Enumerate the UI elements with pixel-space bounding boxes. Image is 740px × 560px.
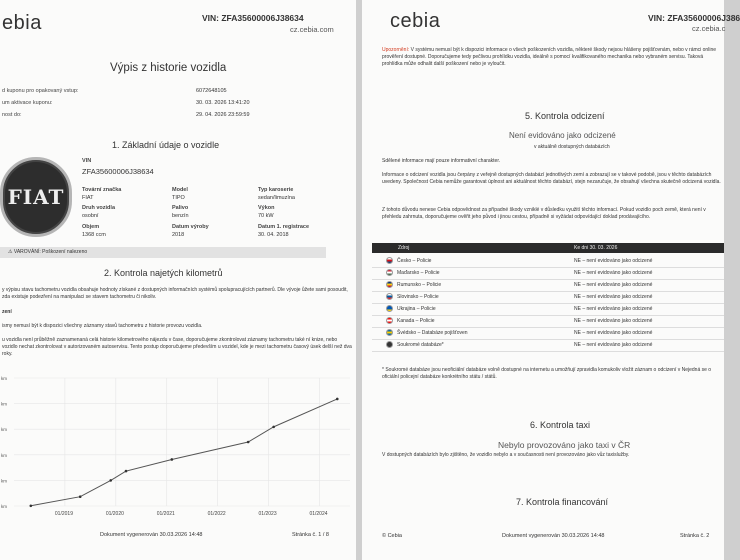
not-stolen-status: Není evidováno jako odcizené: [509, 131, 616, 140]
field-value-year: 2018: [172, 232, 185, 238]
stolen-row-source: Rumunsko – Policie: [397, 282, 442, 288]
mileage-data-point: [109, 479, 112, 482]
stolen-row-source: Ukrajina – Policie: [397, 306, 436, 312]
not-taxi-status: Nebylo provozováno jako taxi v ČR: [498, 440, 631, 450]
footer-page-number: Stránka č. 1 / 8: [292, 532, 329, 538]
x-tick-label: 01/2024: [309, 511, 328, 517]
stolen-row-status: NE – není evidováno jako odcizené: [574, 270, 653, 276]
stolen-row-status: NE – není evidováno jako odcizené: [574, 306, 653, 312]
warning-text: ⚠ VAROVÁNÍ: Poškození nalezeno: [8, 249, 88, 255]
mileage-data-point: [247, 441, 250, 444]
field-value-model: TIPO: [172, 195, 185, 201]
y-tick-label: km: [1, 504, 7, 509]
mileage-data-point: [272, 426, 275, 429]
mileage-data-point: [79, 495, 82, 498]
header-site: cz.cebia.com: [290, 25, 334, 34]
y-tick-label: km: [1, 427, 7, 433]
mileage-data-point: [125, 470, 128, 473]
y-tick-label: km: [1, 401, 7, 407]
db-note: v aktuálně dostupných databázích: [534, 144, 610, 150]
stolen-row-source: Slovinsko – Policie: [397, 294, 439, 300]
table-row-divider: [372, 303, 724, 304]
mileage-series-line: [31, 399, 337, 506]
stolen-table-header: [372, 243, 724, 253]
field-value-volume: 1368 ccm: [82, 232, 106, 238]
report-title: Výpis z historie vozidla: [110, 62, 227, 74]
table-row-divider: [372, 315, 724, 316]
field-value-power: 70 kW: [258, 213, 274, 219]
header-vin: VIN: ZFA35600006J386: [648, 13, 740, 23]
mileage-data-point: [336, 398, 339, 401]
field-value-kind: osobní: [82, 213, 99, 219]
cebia-logo: cebia: [390, 10, 441, 32]
field-value-registration: 30. 04. 2018: [258, 232, 289, 238]
table-row-divider: [372, 339, 724, 340]
fiat-brand-logo: [0, 157, 72, 237]
damage-notice: [382, 47, 722, 69]
header-site: cz.cebia.c: [692, 24, 726, 33]
flag-icon: [386, 281, 393, 288]
field-value-brand: FIAT: [82, 195, 94, 201]
damage-notice-label: Upozornění:: [382, 47, 410, 53]
stolen-row-status: NE – není evidováno jako odcizené: [574, 342, 653, 348]
flag-icon: [386, 305, 393, 312]
stolen-row-source: Švédsko – Databáze pojišťoven: [397, 330, 468, 336]
stolen-row-status: NE – není evidováno jako odcizené: [574, 318, 653, 324]
y-tick-label: km: [1, 452, 7, 458]
section-2-title: 2. Kontrola najetých kilometrů: [104, 268, 223, 278]
field-label-model: Model: [172, 187, 188, 193]
meta-label-2: nost do:: [2, 112, 22, 118]
mileage-notice-label: zení: [2, 309, 12, 315]
meta-value-2: 29. 04. 2026 23:59:59: [196, 112, 250, 118]
stolen-row-source: Maďarsko – Policie: [397, 270, 440, 276]
damage-notice-text: V systému nemusí být k dispozici informace o všech poškozeních vozidla, některé škody nejsou hlášeny pojišťovnám, nebo v rámci online prověření dostupné. Doporučujeme tedy pečlivou prohlídku vozidla, ideálně s pomocí kvalifikovaného mechanika nebo vybraném servisu. Taková prohlídka může odhalit další poškození nebo je vyloučit.: [382, 47, 716, 68]
mileage-notice: ismy nemusí být k dispozici všechny záznamy stavů tachometru z historie provozu vozidla.: [2, 323, 203, 329]
report-page-2: [362, 0, 740, 560]
y-tick-label: km: [1, 478, 7, 484]
field-label-fuel: Palivo: [172, 205, 189, 211]
stolen-info-paragraph: Informace o odcizení vozidla jsou čerpány z veřejně dostupných databází jednotlivých zemí a zobrazují se v takové podobě, jsou v těchto databázích uvedeny. Společnost Cebia nemůže garantovat úplnost ani aktuálnost těchto databází, stejn nezaručuje, že obsahují všechna skutečně odcizená vozidla.: [382, 172, 721, 186]
table-row-divider: [372, 327, 724, 328]
field-label-registration: Datum 1. registrace: [258, 224, 310, 230]
stolen-row-source: Kanada – Policie: [397, 318, 435, 324]
field-label-volume: Objem: [82, 224, 100, 230]
mileage-data-point: [171, 458, 174, 461]
flag-icon: [386, 341, 393, 348]
footer-copyright: © Cebia: [382, 533, 402, 539]
meta-label-1: um aktivace kuponu:: [2, 100, 53, 106]
meta-label-0: d kuponu pro opakovaný vstup:: [2, 88, 79, 94]
section-7-title: 7. Kontrola financování: [516, 497, 609, 507]
fiat-logo-text: FIAT: [7, 185, 65, 209]
footer-generated: Dokument vygenerován 30.03.2026 14:48: [100, 532, 203, 538]
footer-page-number: Stránka č. 2: [680, 533, 710, 539]
header-vin: VIN: ZFA35600006J38634: [202, 13, 304, 23]
section-6-title: 6. Kontrola taxi: [530, 420, 591, 430]
private-db-footnote: * Soukromé databáze jsou neoficiální databáze volně dostupné na internetu a umožňují zpravidla komukoliv vložit záznam o odcizení v Nejedná se o oficiální policejní databáze konkrétního státu / států.: [382, 367, 712, 381]
field-value-body: sedan/limuzína: [258, 195, 295, 201]
footer-generated: Dokument vygenerován 30.03.2026 14:48: [502, 533, 605, 539]
x-tick-label: 01/2023: [258, 511, 277, 517]
flag-icon: [386, 293, 393, 300]
section-1-title: 1. Základní údaje o vozidle: [112, 140, 220, 150]
flag-icon: [386, 269, 393, 276]
stolen-row-source: Soukromé databáze*: [397, 342, 444, 348]
vin-field-value: ZFA35600006J38634: [82, 167, 154, 176]
field-label-body: Typ karoserie: [258, 187, 294, 193]
table-row-divider: [372, 279, 724, 280]
th-status: Ke dni 30. 03. 2026: [574, 245, 618, 251]
flag-icon: [386, 317, 393, 324]
cebia-logo: ebia: [2, 12, 42, 34]
stolen-row-source: Česko – Policie: [397, 258, 432, 264]
field-value-fuel: benzín: [172, 213, 189, 219]
info-note: Sdělené informace mají pouze informativní charakter.: [382, 158, 501, 164]
field-label-year: Datum výroby: [172, 224, 209, 230]
y-tick-label: km: [1, 376, 7, 381]
mileage-advice: u vozidla není průběžně zaznamenaná celá historie kilometrového nájezdu v čase, doporučujeme zkontrolovat záznamy tachometru také ní knize, nebo vozidlo nechat zkontrolovat v autorizovaném autoservisu. Tento postup doporučujeme především u vozidel, kde je mezi tachometru časový úsek delší než dva roky.: [2, 337, 352, 358]
flag-icon: [386, 257, 393, 264]
x-tick-label: 01/2022: [207, 511, 226, 517]
mileage-chart: [0, 370, 356, 525]
stolen-row-status: NE – není evidováno jako odcizené: [574, 258, 653, 264]
meta-value-1: 30. 03. 2026 13:41:20: [196, 100, 250, 106]
x-tick-label: 01/2021: [156, 511, 175, 517]
stolen-row-status: NE – není evidováno jako odcizené: [574, 294, 653, 300]
field-label-kind: Druh vozidla: [82, 205, 116, 211]
x-tick-label: 01/2019: [54, 511, 73, 517]
flag-icon: [386, 329, 393, 336]
meta-value-0: 6072648105: [196, 88, 227, 94]
table-row-divider: [372, 351, 724, 352]
stolen-row-status: NE – není evidováno jako odcizené: [574, 282, 653, 288]
section-5-title: 5. Kontrola odcizení: [525, 111, 605, 121]
liability-paragraph: Z tohoto důvodu nenese Cebia odpovědnost za případné škody vzniklé v důsledku využití těchto informací. Pokud vozidlo poch země, která není v přehledu zahrnuta, doporučujeme ověřit jeho původ i jinou cestou, případně si vyžádat odpovídající doklad prodávajícího.: [382, 207, 706, 221]
table-row-divider: [372, 267, 724, 268]
table-row-divider: [372, 291, 724, 292]
vin-field-label: VIN: [82, 158, 92, 164]
field-label-brand: Tovární značka: [82, 187, 122, 193]
report-page-1: [0, 0, 356, 560]
mileage-data-point: [30, 504, 33, 507]
field-label-power: Výkon: [258, 205, 275, 211]
taxi-note: V dostupných databázích bylo zjištěno, že vozidlo nebylo a v současnosti není provozováno jako vůz taxislužby.: [382, 452, 630, 458]
stolen-row-status: NE – není evidováno jako odcizené: [574, 330, 653, 336]
th-source: Zdroj: [398, 245, 410, 251]
x-tick-label: 01/2020: [105, 511, 124, 517]
mileage-intro: y výpisu stavu tachometru vozidla obsahuje hodnoty získané z dostupných informačních systémů spolupracujících partnerů. Dle vývoje ůžete sami posoudit, zda existuje podezření na manipulaci se stavem tachometru či nikoliv.: [2, 287, 348, 301]
